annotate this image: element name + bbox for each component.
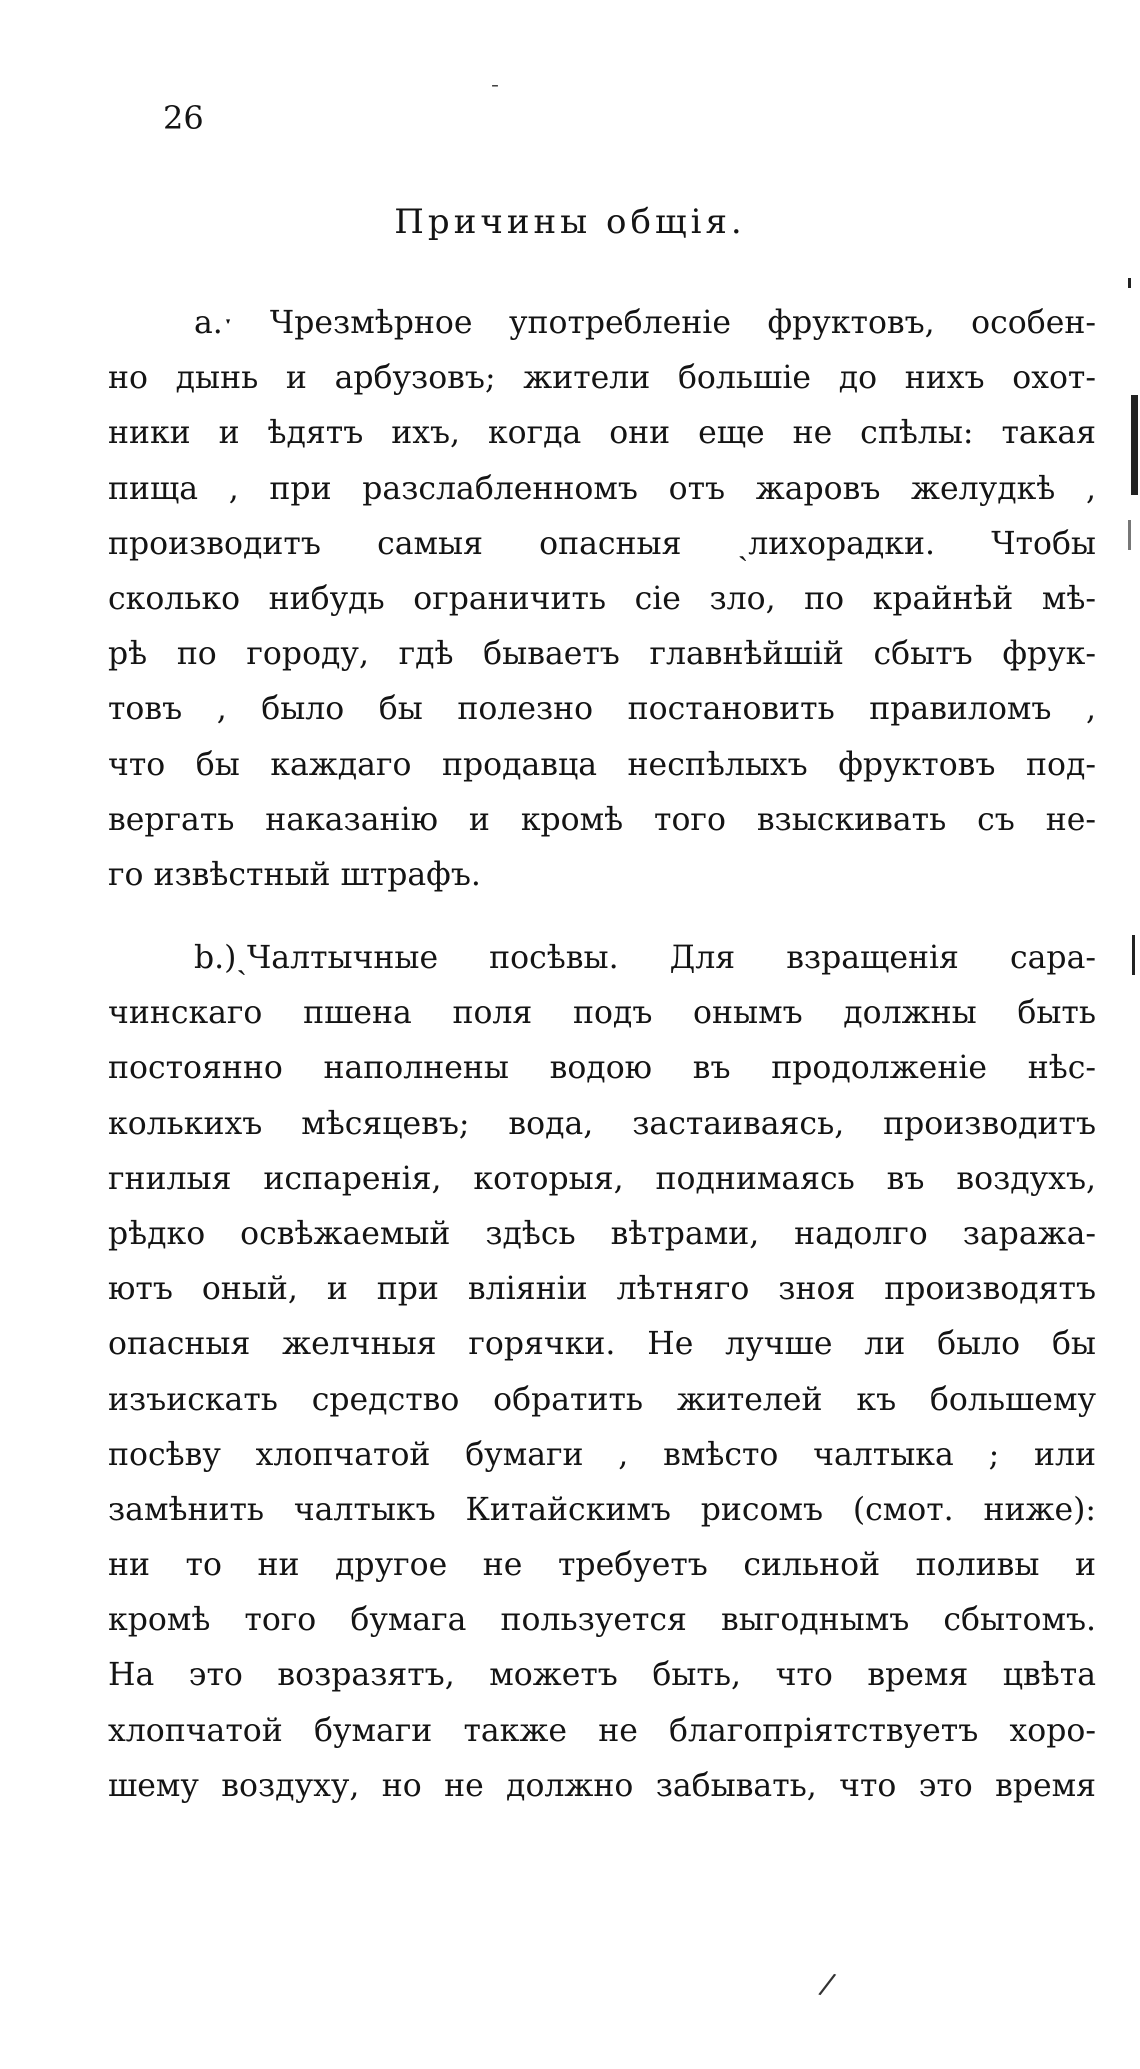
paragraph-a <box>108 296 1096 903</box>
text-line: постоянно наполнены водою въ продолженіе нѣс- <box>108 1050 1096 1087</box>
text-line: колькихъ мѣсяцевъ; вода, застаиваясь, производитъ <box>108 1105 1096 1142</box>
text-line: замѣнить чалтыкъ Китайскимъ рисомъ (смот. ниже): <box>108 1491 1096 1528</box>
text-line: посѣву хлопчатой бумаги , вмѣсто чалтыка ; или <box>108 1436 1096 1473</box>
scan-edge-mark <box>1128 278 1131 288</box>
text-line: вергать наказанію и кромѣ того взыскивать съ не- <box>108 801 1096 838</box>
text-line: пища , при разслабленномъ отъ жаровъ желудкѣ , <box>108 470 1096 507</box>
page-number: 26 <box>163 99 204 137</box>
text-line: но дынь и арбузовъ; жители большіе до нихъ охот- <box>108 360 1096 397</box>
text-line: производитъ самыя опасныя ˎлихорадки. Чтобы <box>108 525 1096 562</box>
text-line: шему воздуху, но не должно забывать, что это время <box>108 1767 1096 1804</box>
text-line: товъ , было бы полезно постановить правиломъ , <box>108 691 1096 728</box>
text-line: рѣдко освѣжаемый здѣсь вѣтрами, надолго заража- <box>108 1215 1096 1252</box>
scan-stray-stroke: / <box>816 1966 838 2003</box>
paragraph-b <box>108 931 1096 1814</box>
scan-edge-mark <box>1131 395 1138 495</box>
text-line: На это возразятъ, можетъ быть, что время цвѣта <box>108 1657 1096 1694</box>
text-line: хлопчатой бумаги также не благопріятствуетъ хоро- <box>108 1712 1096 1749</box>
scan-speck: ˉ <box>490 81 500 105</box>
text-line: ники и ѣдятъ ихъ, когда они еще не спѣлы: такая <box>108 415 1096 452</box>
text-line: чинскаго пшена поля подъ онымъ должны быть <box>108 995 1096 1032</box>
scan-edge-mark <box>1128 520 1131 550</box>
text-line: го извѣстный штрафъ. <box>108 856 481 893</box>
text-line: изъискать средство обратить жителей къ большему <box>108 1381 1096 1418</box>
scan-edge-mark <box>1132 935 1135 975</box>
text-line: рѣ по городу, гдѣ бываетъ главнѣйшій сбытъ фрук- <box>108 636 1096 673</box>
text-line: сколько нибудь ограничить сіе зло, по крайнѣй мѣ- <box>108 580 1096 617</box>
text-line: a.ˑ Чрезмѣрное употребленіе фруктовъ, особен- <box>194 305 1096 341</box>
text-line: ютъ оный, и при вліяніи лѣтняго зноя производятъ <box>108 1271 1096 1308</box>
text-line: ни то ни другое не требуетъ сильной поливы и <box>108 1547 1096 1584</box>
text-line: b.)ˏЧалтычные посѣвы. Для взращенія сара- <box>194 940 1096 976</box>
text-line: что бы каждаго продавца неспѣлыхъ фруктовъ под- <box>108 746 1096 783</box>
text-line: кромѣ того бумага пользуется выгоднымъ сбытомъ. <box>108 1602 1096 1639</box>
text-line: гнилыя испаренія, которыя, поднимаясь въ воздухъ, <box>108 1160 1096 1197</box>
text-line: опасныя желчныя горячки. Не лучше ли было бы <box>108 1326 1096 1363</box>
section-heading: Причины общія. <box>394 202 746 242</box>
